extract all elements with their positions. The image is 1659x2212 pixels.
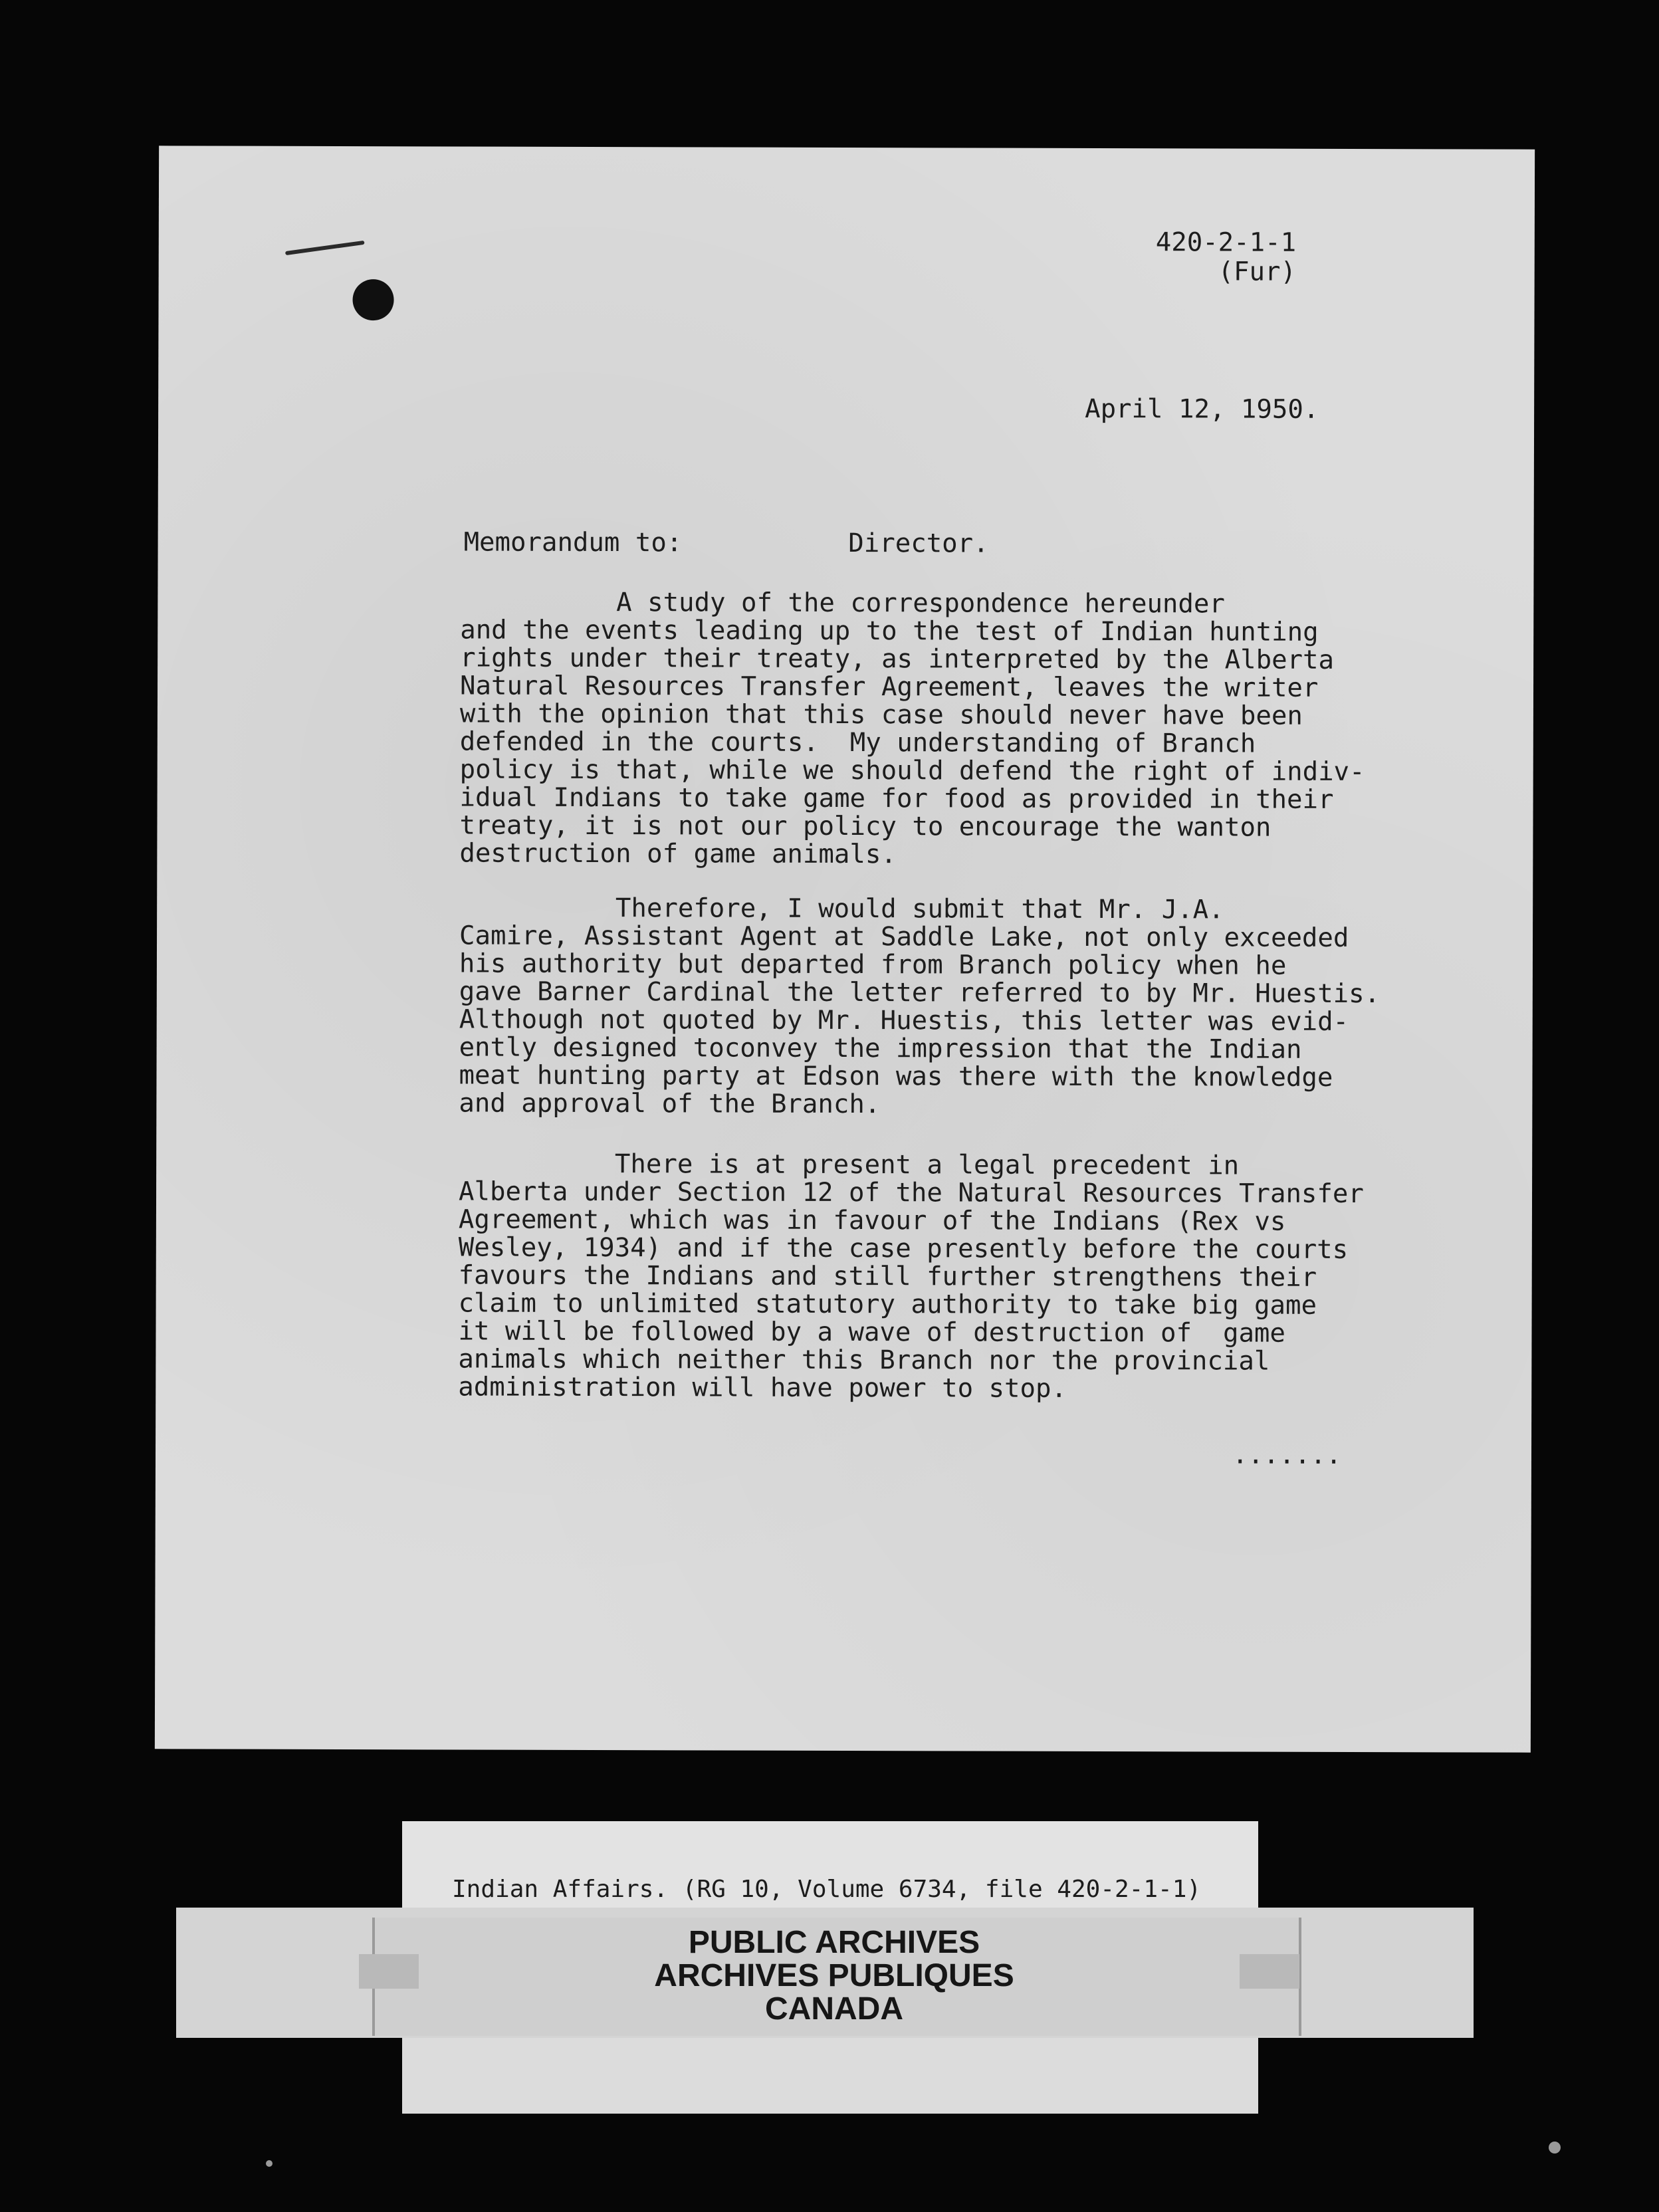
archive-reference: Indian Affairs. (RG 10, Volume 6734, file 420-2-1-1) <box>452 1876 1202 1903</box>
ink-mark <box>285 241 365 255</box>
archive-stamp <box>372 1926 1296 2026</box>
memo-paragraph-1: A study of the correspondence hereunder and the events leading up to the test of Indian hunting rights under their treaty, as interpreted by the Alberta Natural Resources Transfer Agreement, leaves the writer with the opinion that this case should never have been defended in the courts. My understanding of Branch policy is that, while we should defend the right of indiv- idual Indians to take game for food as provided in their treaty, it is not our policy to encourage the wanton destruction of game animals. <box>459 587 1365 870</box>
punch-hole <box>352 279 393 320</box>
stamp-line-3: CANADA <box>765 1991 903 2027</box>
file-reference: 420-2-1-1 (Fur) <box>1155 227 1297 287</box>
film-speck <box>1549 2142 1561 2154</box>
stamp-line-1: PUBLIC ARCHIVES <box>688 1925 980 1960</box>
memo-recipient: Director. <box>848 528 989 559</box>
continuation-mark: ....... <box>1232 1440 1342 1470</box>
memo-paragraph-3: There is at present a legal precedent in Alberta under Section 12 of the Natural Resources Transfer Agreement, which was in favour of the Indians (Rex vs Wesley, 1934) and if the case presently before the courts favours the Indians and still further strengthens their claim to unlimited statutory authority to take big game it will be followed by a wave of destruction of game animals which neither this Branch nor the provincial administration will have power to stop. <box>458 1149 1364 1404</box>
film-speck <box>266 2160 273 2167</box>
memo-sheet <box>155 146 1535 1752</box>
memo-date: April 12, 1950. <box>1085 393 1319 425</box>
memo-paragraph-2: Therefore, I would submit that Mr. J.A. Camire, Assistant Agent at Saddle Lake, not only exceeded his authority but departed from Branch policy when he gave Barner Cardinal the letter referred to by Mr. Huestis. Although not quoted by Mr. Huestis, this letter was evid- ently designed toconvey the impression that the Indian meat hunting party at Edson was there with the knowledge and approval of the Branch. <box>459 893 1381 1120</box>
memo-label: Memorandum to: <box>463 527 683 558</box>
memo-addressee-line <box>464 528 989 558</box>
archive-slip-bottom <box>402 2038 1258 2114</box>
stamp-line-2: ARCHIVES PUBLIQUES <box>654 1958 1014 1993</box>
